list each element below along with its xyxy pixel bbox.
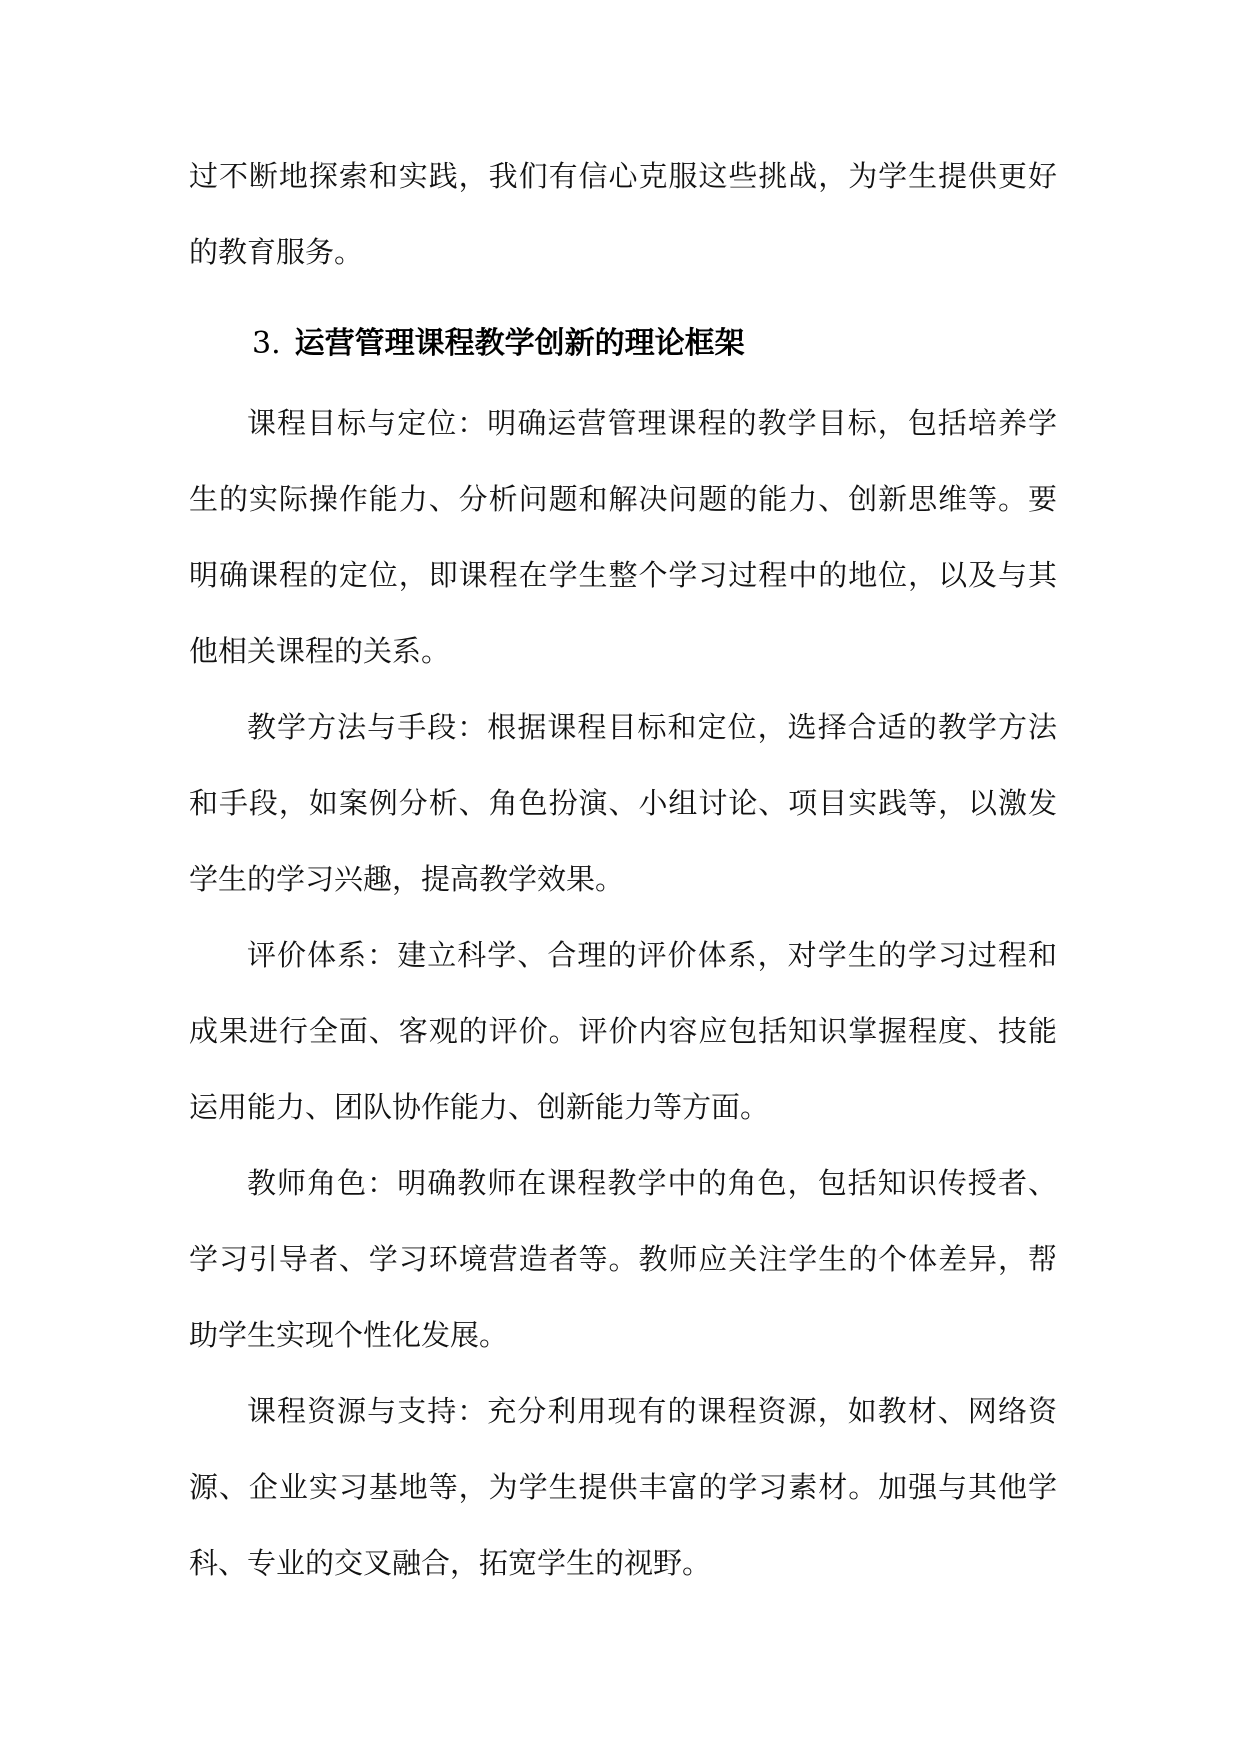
section-number: 3.	[252, 326, 281, 361]
paragraph-evaluation-system: 评价体系：建立科学、合理的评价体系，对学生的学习过程和成果进行全面、客观的评价。评价内容应包括知识掌握程度、技能运用能力、团队协作能力、创新能力等方面。	[189, 938, 1057, 1124]
paragraph-continuation: 过不断地探索和实践，我们有信心克服这些挑战，为学生提供更好的教育服务。	[189, 159, 1057, 269]
section-heading	[189, 306, 1057, 382]
paragraph-teacher-role: 教师角色：明确教师在课程教学中的角色，包括知识传授者、学习引导者、学习环境营造者等。教师应关注学生的个体差异，帮助学生实现个性化发展。	[189, 1166, 1057, 1352]
section-title: 运营管理课程教学创新的理论框架	[294, 326, 745, 361]
paragraph-teaching-methods: 教学方法与手段：根据课程目标和定位，选择合适的教学方法和手段，如案例分析、角色扮演、小组讨论、项目实践等，以激发学生的学习兴趣，提高教学效果。	[189, 710, 1057, 896]
paragraph-course-goals: 课程目标与定位：明确运营管理课程的教学目标，包括培养学生的实际操作能力、分析问题和解决问题的能力、创新思维等。要明确课程的定位，即课程在学生整个学习过程中的地位，以及与其他相关课程的关系。	[189, 406, 1057, 668]
page-body	[189, 138, 1057, 1601]
paragraph-course-resources: 课程资源与支持：充分利用现有的课程资源，如教材、网络资源、企业实习基地等，为学生提供丰富的学习素材。加强与其他学科、专业的交叉融合，拓宽学生的视野。	[189, 1394, 1057, 1580]
